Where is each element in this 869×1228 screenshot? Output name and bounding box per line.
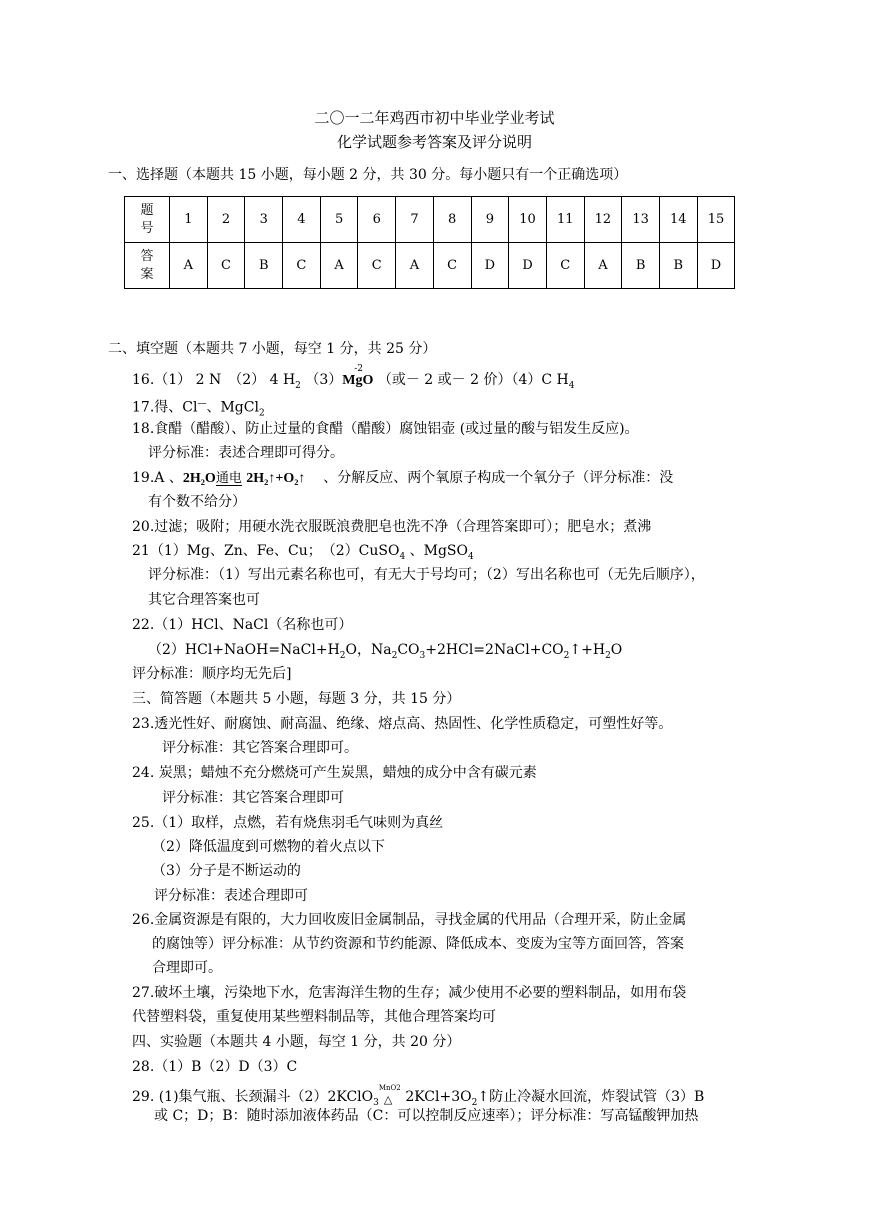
answer-22-1: 22.（1）HCl、NaCl（名称也可）	[132, 617, 353, 633]
answer-25-1: 25.（1）取样，点燃，若有烧焦羽毛气味则为真丝	[132, 815, 444, 831]
answer-26-3: 合理即可。	[152, 960, 222, 976]
question-number-cell: 3	[245, 197, 283, 243]
question-number-cell: 13	[622, 197, 660, 243]
question-number-cell: 10	[509, 197, 547, 243]
table-row-answers	[125, 243, 735, 289]
answer-cell: A	[584, 243, 622, 289]
section-heading-fill: 二、填空题（本题共 7 小题，每空 1 分，共 25 分）	[108, 341, 437, 357]
question-number-cell: 11	[546, 197, 584, 243]
answer-cell: D	[697, 243, 735, 289]
answer-cell: A	[320, 243, 358, 289]
answer-29-continued: 或 C；D；B：随时添加液体药品（C：可以控制反应速率）；评分标准：写高锰酸钾加热	[154, 1108, 699, 1124]
scoring-note-24: 评分标准：其它答案合理即可	[162, 790, 344, 806]
question-number-cell: 14	[659, 197, 697, 243]
answer-19-continued: 有个数不给分）	[148, 494, 246, 510]
answer-26-1: 26.金属资源是有限的，大力回收废旧金属制品，寻找金属的代用品（合理开采，防止金属	[132, 912, 687, 928]
question-number-cell: 1	[170, 197, 208, 243]
answer-cell: D	[471, 243, 509, 289]
question-number-cell: 8	[433, 197, 471, 243]
answer-27-2: 代替塑料袋，重复使用某些塑料制品等，其他合理答案均可	[132, 1009, 496, 1025]
answer-29: 29. (1)集气瓶、长颈漏斗（2）2KClO$_3$ MnO2 △ $2KCl+3O_2↑$防止冷凝水回流，炸裂试管（3）B	[132, 1084, 705, 1108]
document-title: 二〇一二年鸡西市初中毕业学业考试	[314, 109, 555, 127]
table-header-cell: 题 号	[125, 197, 170, 243]
question-number-cell: 6	[358, 197, 396, 243]
answer-cell: A	[170, 243, 208, 289]
question-number-cell: 4	[283, 197, 321, 243]
answer-cell: B	[622, 243, 660, 289]
section-heading-experiment: 四、实验题（本题共 4 小题，每空 1 分，共 20 分）	[132, 1034, 461, 1050]
answer-23: 23.透光性好、耐腐蚀、耐高温、绝缘、熔点高、热固性、化学性质稳定，可塑性好等。	[132, 716, 673, 732]
document-subtitle: 化学试题参考答案及评分说明	[336, 133, 532, 151]
question-number-cell: 2	[207, 197, 245, 243]
answer-21: 21（1）Mg、Zn、Fe、Cu； （2）CuSO$_4$ 、MgSO$_4$	[132, 543, 474, 562]
question-number-cell: 12	[584, 197, 622, 243]
question-number-cell: 9	[471, 197, 509, 243]
question-number-cell: 5	[320, 197, 358, 243]
question-number-cell: 7	[396, 197, 434, 243]
scoring-note-18: 评分标准：表述合理即可得分。	[148, 445, 344, 461]
answer-20: 20.过滤；吸附；用硬水洗衣服既浪费肥皂也洗不净（合理答案即可）；肥皂水；煮沸	[132, 519, 652, 535]
answer-cell: B	[245, 243, 283, 289]
answer-cell: C	[433, 243, 471, 289]
table-header-cell: 答 案	[125, 243, 170, 289]
scoring-note-21b: 其它合理答案也可	[148, 592, 260, 608]
scoring-note-22: 评分标准：顺序均无先后]	[132, 666, 292, 682]
answer-cell: D	[509, 243, 547, 289]
answer-28: 28.（1）B（2）D（3）C	[132, 1059, 298, 1075]
scoring-note-21a: 评分标准：（1）写出元素名称也可，有无大于号均可；（2）写出名称也可（无先后顺序），	[148, 567, 705, 583]
answer-24: 24. 炭黑；蜡烛不充分燃烧可产生炭黑，蜡烛的成分中含有碳元素	[132, 765, 537, 781]
scoring-note-25: 评分标准：表述合理即可	[154, 888, 308, 904]
answer-22-2: $(2)HCl+NaOH=NaCl+H_2O$，$Na_2CO_3+2HCl=2NaCl+CO_2↑+H_2O$	[148, 642, 623, 661]
answer-25-2: （2）降低温度到可燃物的着火点以下	[152, 839, 385, 855]
answer-26-2: 的腐蚀等）评分标准：从节约资源和节约能源、降低成本、变废为宝等方面回答，答案	[152, 936, 684, 952]
question-number-cell: 15	[697, 197, 735, 243]
scoring-note-23: 评分标准：其它答案合理即可。	[162, 740, 358, 756]
answer-18: 18.食醋（醋酸）、防止过量的食醋（醋酸）腐蚀铝壶 (或过量的酸与铝发生反应)。	[132, 421, 639, 437]
answer-cell: C	[207, 243, 245, 289]
section-heading-choice: 一、选择题（本题共 15 小题，每小题 2 分，共 30 分。每小题只有一个正确选项）	[108, 167, 628, 183]
answer-cell: A	[396, 243, 434, 289]
answer-table	[124, 196, 735, 289]
answer-cell: C	[358, 243, 396, 289]
answer-cell: C	[283, 243, 321, 289]
answer-cell: B	[659, 243, 697, 289]
table-row-numbers	[125, 197, 735, 243]
answer-19: 19.A 、2H₂O通电 2H₂↑+O₂↑ 、分解反应、两个氧原子构成一个氧分子（评分标准：没	[132, 470, 674, 486]
answer-cell: C	[546, 243, 584, 289]
answer-17: 17.得、Cl—、MgCl$_2$	[132, 399, 265, 419]
section-heading-short-answer: 三、简答题（本题共 5 小题，每题 3 分，共 15 分）	[132, 691, 461, 707]
answer-27-1: 27.破坏土壤，污染地下水，危害海洋生物的生存；减少使用不必要的塑料制品，如用布袋	[132, 985, 687, 1001]
answer-16: 16.（1） 2 N （2） 4 $H_2$ （3） -2 MgO （或－ 2 或－ 2 价）（4）C $H_4$	[132, 364, 575, 391]
answer-25-3: （3）分子是不断运动的	[152, 863, 301, 879]
